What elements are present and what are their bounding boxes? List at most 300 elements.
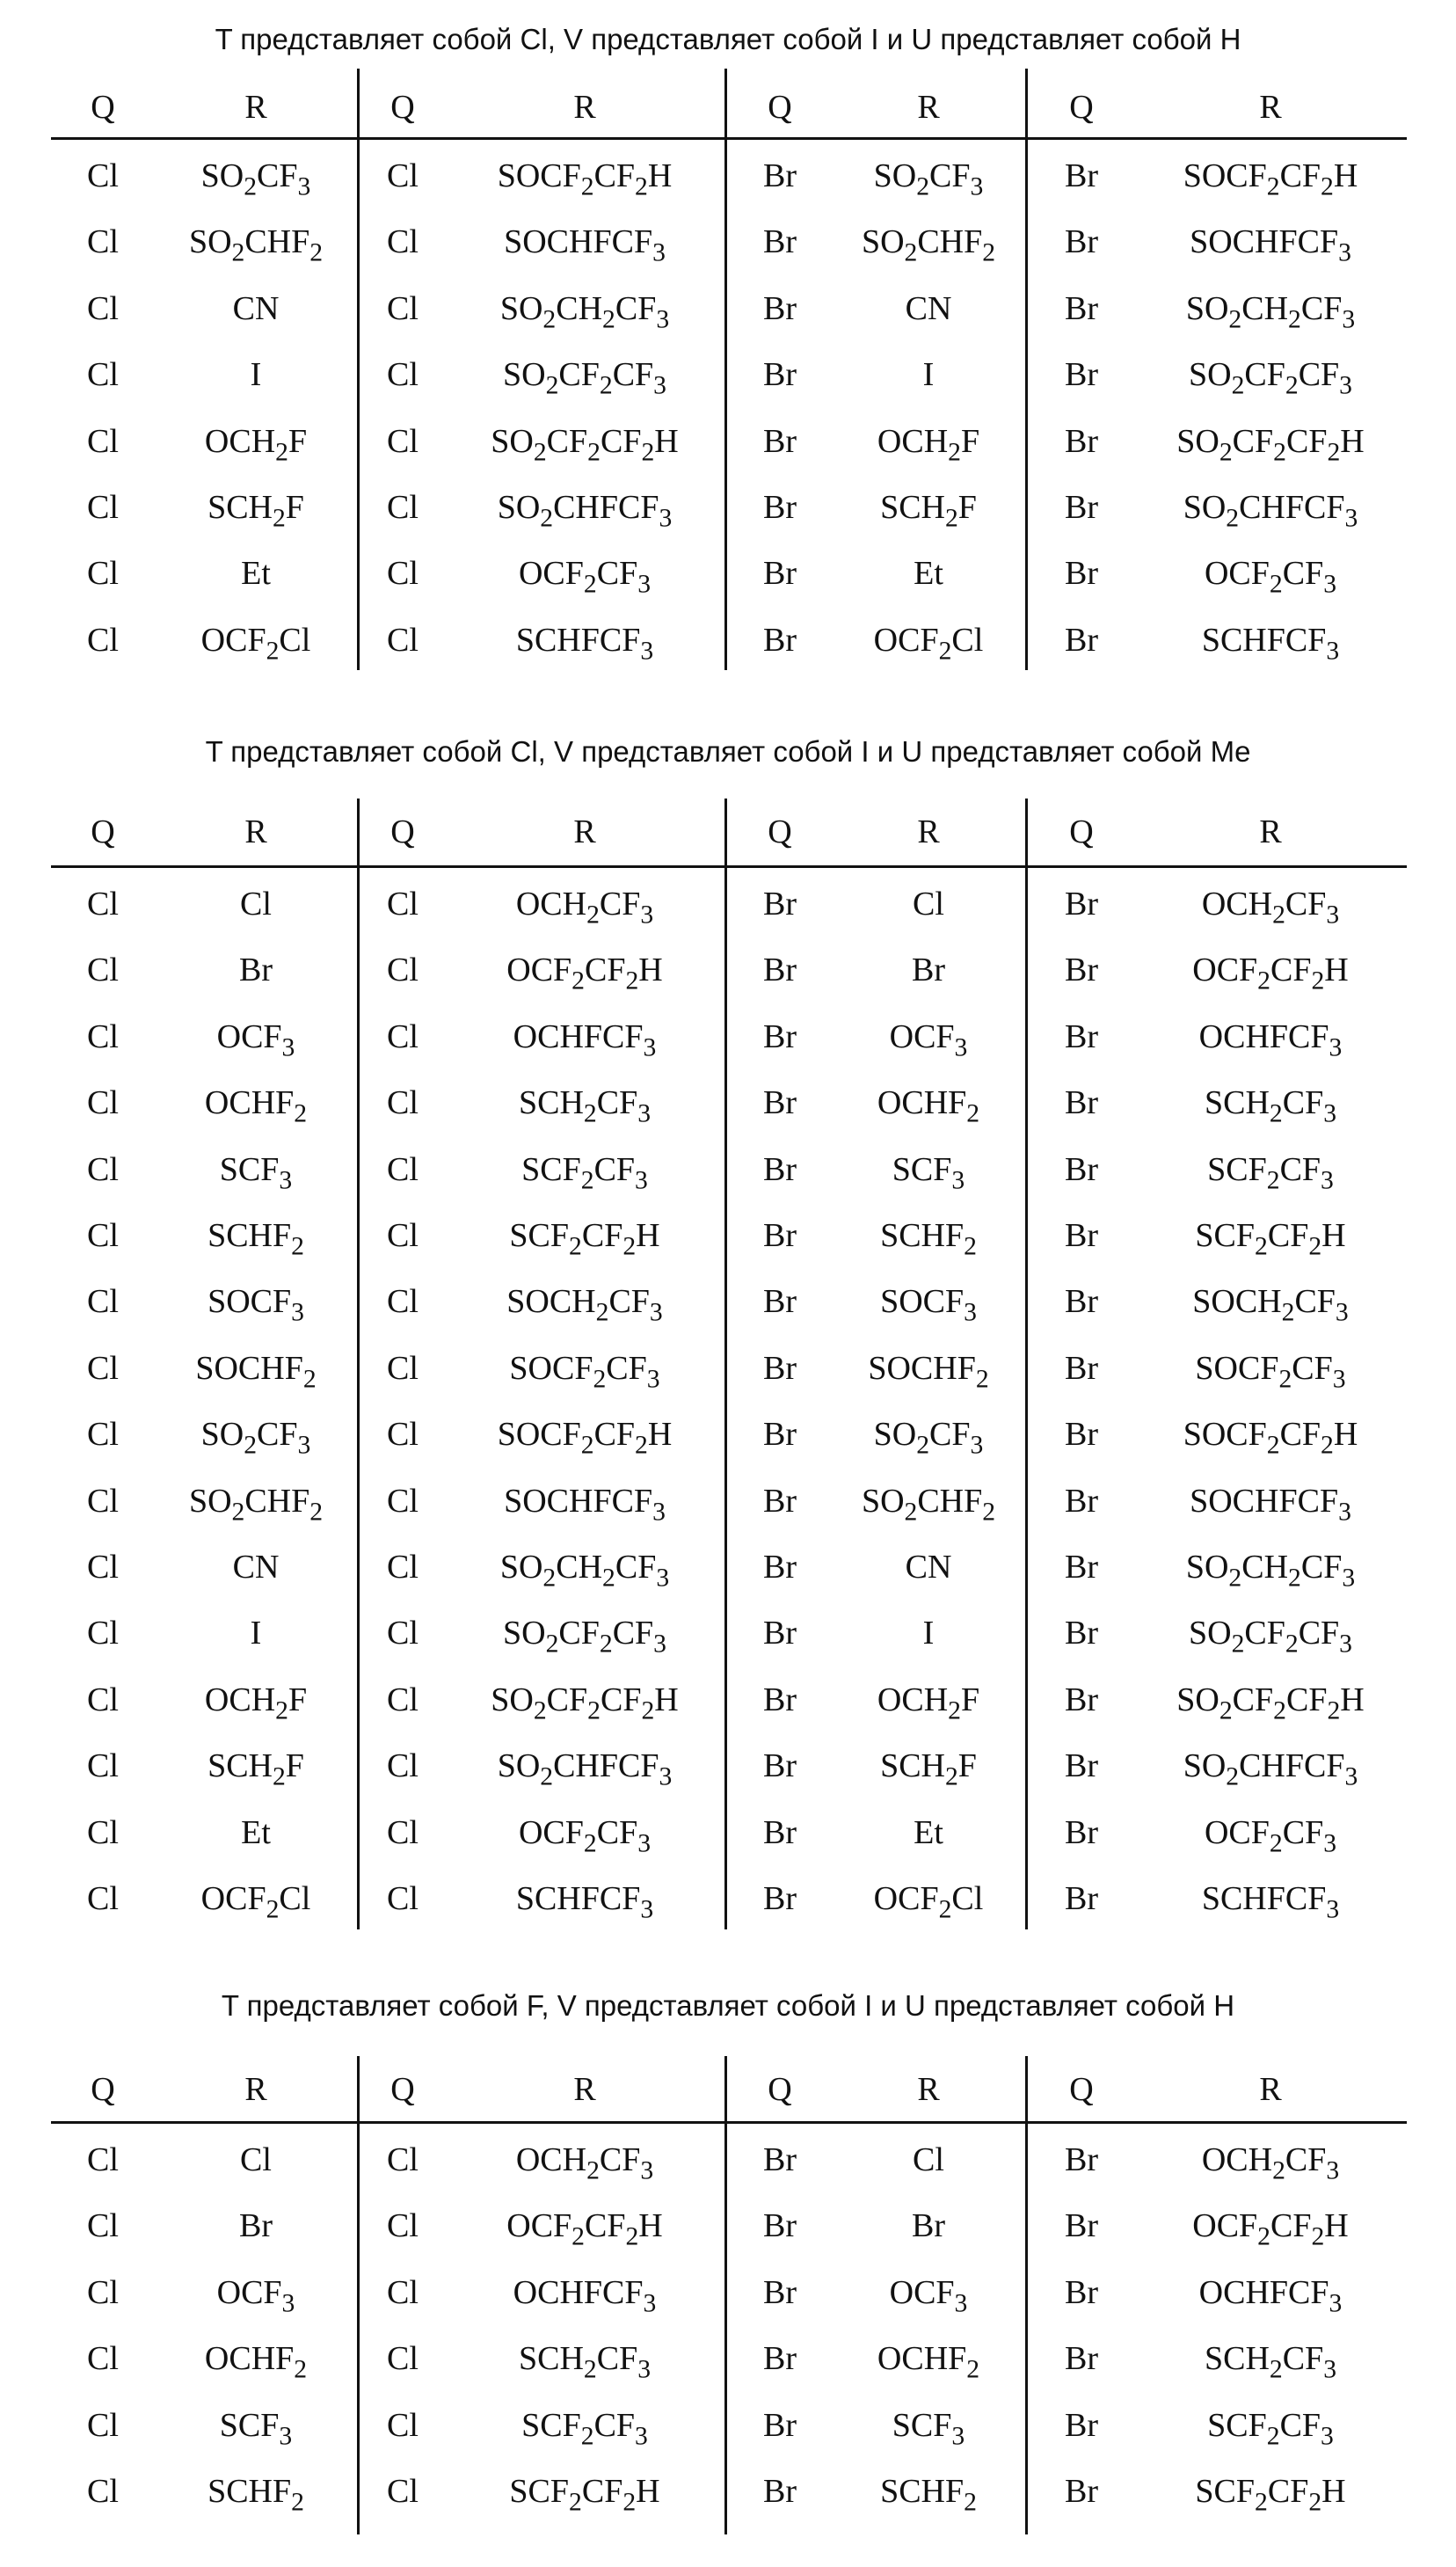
r-cell: SCH2F	[832, 474, 1025, 541]
header-cell-q: Q	[728, 2056, 832, 2123]
r-cell: Cl	[832, 871, 1025, 937]
q-cell: Cl	[51, 1865, 155, 1932]
r-cell: SO2CF2CF2H	[1134, 408, 1407, 475]
header-cell-r: R	[445, 2056, 724, 2123]
q-cell: Cl	[51, 408, 155, 475]
q-cell: Br	[728, 1202, 832, 1269]
q-cell: Cl	[360, 1865, 445, 1932]
q-cell: Br	[728, 341, 832, 408]
table-row	[51, 1003, 1407, 1070]
compound-table	[51, 69, 1407, 670]
q-cell: Br	[1029, 1666, 1134, 1733]
q-cell: Br	[1029, 1202, 1134, 1269]
r-cell: SOCHF2	[155, 1335, 357, 1402]
q-cell: Cl	[360, 2392, 445, 2459]
table-header	[51, 2056, 1407, 2123]
q-cell: Br	[1029, 208, 1134, 275]
header-cell-r: R	[155, 799, 357, 865]
q-cell: Cl	[360, 2325, 445, 2392]
r-cell: Et	[155, 540, 357, 607]
q-cell: Br	[728, 937, 832, 1003]
q-cell: Cl	[51, 1732, 155, 1799]
q-cell: Cl	[51, 208, 155, 275]
q-cell: Cl	[51, 2126, 155, 2193]
q-cell: Br	[1029, 474, 1134, 541]
r-cell: SOCF2CF3	[1134, 1335, 1407, 1402]
r-cell: Cl	[832, 2126, 1025, 2193]
q-cell: Br	[1029, 1534, 1134, 1601]
q-cell: Cl	[51, 937, 155, 1003]
r-cell: SOCH2CF3	[445, 1268, 724, 1335]
table-row	[51, 540, 1407, 607]
header-cell-r: R	[832, 799, 1025, 865]
r-cell: OCH2F	[155, 408, 357, 475]
r-cell: SCHFCF3	[445, 607, 724, 674]
q-cell: Cl	[51, 142, 155, 209]
q-cell: Cl	[360, 208, 445, 275]
r-cell: SCF2CF3	[1134, 2392, 1407, 2459]
r-cell: OCF3	[155, 2259, 357, 2326]
q-cell: Br	[1029, 937, 1134, 1003]
r-cell: SO2CF2CF2H	[445, 1666, 724, 1733]
header-cell-r: R	[832, 2056, 1025, 2123]
header-cell-r: R	[155, 2056, 357, 2123]
q-cell: Cl	[51, 1268, 155, 1335]
r-cell: I	[832, 1600, 1025, 1666]
r-cell: SO2CHF2	[155, 208, 357, 275]
compound-table	[51, 2056, 1407, 2534]
q-cell: Br	[728, 408, 832, 475]
q-cell: Cl	[51, 1799, 155, 1866]
q-cell: Br	[1029, 1268, 1134, 1335]
q-cell: Br	[1029, 1401, 1134, 1468]
r-cell: OCH2CF3	[445, 2126, 724, 2193]
r-cell: SCF3	[155, 2392, 357, 2459]
r-cell: SOCF2CF2H	[445, 1401, 724, 1468]
r-cell: CN	[832, 1534, 1025, 1601]
r-cell: SCF2CF2H	[1134, 1202, 1407, 1269]
q-cell: Cl	[51, 1136, 155, 1203]
q-cell: Cl	[51, 1069, 155, 1136]
q-cell: Br	[1029, 1732, 1134, 1799]
q-cell: Cl	[360, 2192, 445, 2259]
q-cell: Cl	[360, 341, 445, 408]
r-cell: SCH2CF3	[445, 1069, 724, 1136]
r-cell: SOCF2CF2H	[1134, 142, 1407, 209]
r-cell: OCH2CF3	[1134, 2126, 1407, 2193]
q-cell: Br	[728, 1666, 832, 1733]
q-cell: Br	[728, 1003, 832, 1070]
header-cell-q: Q	[51, 2056, 155, 2123]
table-row	[51, 1136, 1407, 1203]
q-cell: Br	[1029, 2392, 1134, 2459]
q-cell: Br	[728, 1865, 832, 1932]
r-cell: Et	[832, 1799, 1025, 1866]
table-row	[51, 2192, 1407, 2259]
r-cell: Br	[832, 937, 1025, 1003]
q-cell: Cl	[51, 540, 155, 607]
table-row	[51, 1799, 1407, 1866]
r-cell: SCH2CF3	[1134, 2325, 1407, 2392]
table-caption: T представляет собой Cl, V представляет собой I и U представляет собой H	[0, 23, 1456, 56]
q-cell: Cl	[51, 1335, 155, 1402]
header-cell-r: R	[445, 799, 724, 865]
r-cell: OCH2F	[155, 1666, 357, 1733]
r-cell: SCF3	[832, 1136, 1025, 1203]
q-cell: Br	[728, 2325, 832, 2392]
r-cell: OCH2CF3	[445, 871, 724, 937]
r-cell: SCHF2	[155, 1202, 357, 1269]
r-cell: SO2CHFCF3	[445, 474, 724, 541]
q-cell: Br	[728, 1136, 832, 1203]
r-cell: SO2CF2CF3	[445, 1600, 724, 1666]
q-cell: Cl	[360, 1799, 445, 1866]
r-cell: OCH2F	[832, 1666, 1025, 1733]
q-cell: Cl	[51, 275, 155, 342]
r-cell: SO2CF3	[155, 1401, 357, 1468]
q-cell: Cl	[51, 1202, 155, 1269]
header-rule	[51, 137, 1407, 140]
q-cell: Br	[1029, 871, 1134, 937]
q-cell: Cl	[51, 474, 155, 541]
q-cell: Cl	[51, 341, 155, 408]
q-cell: Br	[728, 1600, 832, 1666]
r-cell: SCF2CF3	[1134, 1136, 1407, 1203]
table-row	[51, 2126, 1407, 2193]
q-cell: Br	[728, 474, 832, 541]
table-row	[51, 408, 1407, 475]
r-cell: SOCF3	[832, 1268, 1025, 1335]
q-cell: Br	[728, 2458, 832, 2525]
q-cell: Cl	[51, 2259, 155, 2326]
r-cell: SCHF2	[832, 1202, 1025, 1269]
table-row	[51, 607, 1407, 674]
r-cell: OCF2CF2H	[1134, 2192, 1407, 2259]
q-cell: Br	[1029, 1799, 1134, 1866]
r-cell: SCF3	[832, 2392, 1025, 2459]
r-cell: SO2CH2CF3	[445, 275, 724, 342]
q-cell: Br	[728, 607, 832, 674]
q-cell: Cl	[360, 142, 445, 209]
q-cell: Cl	[360, 408, 445, 475]
r-cell: SCF2CF3	[445, 1136, 724, 1203]
q-cell: Br	[1029, 1600, 1134, 1666]
q-cell: Br	[728, 1335, 832, 1402]
header-cell-q: Q	[360, 799, 445, 865]
r-cell: SO2CHFCF3	[445, 1732, 724, 1799]
table-row	[51, 1600, 1407, 1666]
table-row	[51, 1732, 1407, 1799]
q-cell: Br	[728, 1268, 832, 1335]
table-row	[51, 1401, 1407, 1468]
r-cell: SOCHF2	[832, 1335, 1025, 1402]
r-cell: Cl	[155, 2126, 357, 2193]
q-cell: Br	[1029, 540, 1134, 607]
q-cell: Br	[1029, 2325, 1134, 2392]
q-cell: Br	[728, 540, 832, 607]
q-cell: Cl	[360, 1136, 445, 1203]
q-cell: Cl	[360, 275, 445, 342]
r-cell: Br	[832, 2192, 1025, 2259]
r-cell: SOCF2CF2H	[1134, 1401, 1407, 1468]
r-cell: OCF2CF3	[445, 540, 724, 607]
q-cell: Cl	[360, 607, 445, 674]
header-cell-r: R	[832, 74, 1025, 141]
q-cell: Cl	[51, 1534, 155, 1601]
r-cell: CN	[155, 275, 357, 342]
q-cell: Br	[728, 1732, 832, 1799]
document-page	[0, 0, 1456, 2567]
table-row	[51, 1069, 1407, 1136]
table-row	[51, 275, 1407, 342]
r-cell: OCF2CF3	[1134, 540, 1407, 607]
r-cell: OCF2CF2H	[1134, 937, 1407, 1003]
table-row	[51, 937, 1407, 1003]
q-cell: Br	[1029, 275, 1134, 342]
r-cell: OCF2CF2H	[445, 937, 724, 1003]
r-cell: SO2CHF2	[832, 1468, 1025, 1535]
q-cell: Br	[728, 1799, 832, 1866]
r-cell: SCF2CF2H	[1134, 2458, 1407, 2525]
table-row	[51, 1202, 1407, 1269]
r-cell: SO2CF2CF3	[1134, 1600, 1407, 1666]
q-cell: Cl	[360, 2259, 445, 2326]
table-row	[51, 1865, 1407, 1932]
q-cell: Br	[1029, 2259, 1134, 2326]
q-cell: Br	[728, 871, 832, 937]
header-cell-q: Q	[1029, 2056, 1134, 2123]
q-cell: Cl	[360, 871, 445, 937]
header-cell-q: Q	[1029, 74, 1134, 141]
q-cell: Cl	[360, 540, 445, 607]
q-cell: Br	[728, 2259, 832, 2326]
header-cell-r: R	[1134, 2056, 1407, 2123]
r-cell: SO2CF3	[832, 1401, 1025, 1468]
r-cell: OCHF2	[155, 1069, 357, 1136]
r-cell: OCF2CF3	[1134, 1799, 1407, 1866]
r-cell: SO2CH2CF3	[1134, 275, 1407, 342]
r-cell: SCH2F	[832, 1732, 1025, 1799]
r-cell: Br	[155, 937, 357, 1003]
r-cell: OCHF2	[155, 2325, 357, 2392]
q-cell: Cl	[360, 1666, 445, 1733]
table-row	[51, 2259, 1407, 2326]
q-cell: Br	[1029, 2192, 1134, 2259]
table-row	[51, 2392, 1407, 2459]
q-cell: Br	[728, 275, 832, 342]
q-cell: Cl	[51, 871, 155, 937]
q-cell: Cl	[360, 2458, 445, 2525]
r-cell: SCF3	[155, 1136, 357, 1203]
q-cell: Cl	[360, 1401, 445, 1468]
q-cell: Br	[1029, 142, 1134, 209]
q-cell: Br	[1029, 1069, 1134, 1136]
q-cell: Br	[1029, 1335, 1134, 1402]
r-cell: SCH2CF3	[1134, 1069, 1407, 1136]
q-cell: Br	[1029, 1003, 1134, 1070]
compound-table	[51, 799, 1407, 1929]
r-cell: OCF3	[832, 2259, 1025, 2326]
table-row	[51, 142, 1407, 209]
header-cell-q: Q	[1029, 799, 1134, 865]
r-cell: SOCHFCF3	[1134, 208, 1407, 275]
q-cell: Cl	[51, 1666, 155, 1733]
r-cell: SCHFCF3	[1134, 1865, 1407, 1932]
r-cell: SCHF2	[155, 2458, 357, 2525]
q-cell: Br	[728, 1468, 832, 1535]
q-cell: Cl	[360, 1468, 445, 1535]
table-caption: T представляет собой F, V представляет собой I и U представляет собой H	[0, 1989, 1456, 2023]
q-cell: Br	[1029, 607, 1134, 674]
r-cell: SO2CHF2	[832, 208, 1025, 275]
q-cell: Cl	[360, 1732, 445, 1799]
q-cell: Cl	[51, 607, 155, 674]
q-cell: Cl	[360, 1335, 445, 1402]
r-cell: Br	[155, 2192, 357, 2259]
q-cell: Br	[728, 208, 832, 275]
r-cell: SCH2F	[155, 474, 357, 541]
table-row	[51, 1268, 1407, 1335]
r-cell: I	[155, 1600, 357, 1666]
r-cell: CN	[832, 275, 1025, 342]
q-cell: Br	[1029, 2126, 1134, 2193]
q-cell: Br	[728, 2126, 832, 2193]
header-cell-r: R	[155, 74, 357, 141]
q-cell: Cl	[360, 1202, 445, 1269]
q-cell: Br	[728, 142, 832, 209]
r-cell: SOCF2CF3	[445, 1335, 724, 1402]
r-cell: I	[832, 341, 1025, 408]
r-cell: OCH2CF3	[1134, 871, 1407, 937]
r-cell: SO2CHFCF3	[1134, 474, 1407, 541]
table-row	[51, 474, 1407, 541]
r-cell: SO2CF3	[832, 142, 1025, 209]
header-cell-q: Q	[728, 74, 832, 141]
q-cell: Br	[728, 1534, 832, 1601]
r-cell: OCHFCF3	[1134, 2259, 1407, 2326]
r-cell: SCH2CF3	[445, 2325, 724, 2392]
r-cell: OCF2Cl	[832, 607, 1025, 674]
q-cell: Cl	[360, 1534, 445, 1601]
q-cell: Br	[1029, 1865, 1134, 1932]
r-cell: OCF2Cl	[155, 1865, 357, 1932]
q-cell: Cl	[360, 1069, 445, 1136]
q-cell: Cl	[51, 2192, 155, 2259]
q-cell: Cl	[51, 1600, 155, 1666]
q-cell: Cl	[360, 1268, 445, 1335]
header-cell-r: R	[1134, 799, 1407, 865]
q-cell: Cl	[360, 2126, 445, 2193]
q-cell: Br	[1029, 408, 1134, 475]
r-cell: Et	[832, 540, 1025, 607]
header-cell-q: Q	[360, 74, 445, 141]
header-rule	[51, 2121, 1407, 2124]
q-cell: Cl	[360, 1600, 445, 1666]
r-cell: OCH2F	[832, 408, 1025, 475]
r-cell: SOCHFCF3	[445, 1468, 724, 1535]
q-cell: Cl	[51, 2392, 155, 2459]
q-cell: Cl	[360, 474, 445, 541]
r-cell: OCF2Cl	[832, 1865, 1025, 1932]
r-cell: SO2CH2CF3	[1134, 1534, 1407, 1601]
r-cell: SOCF3	[155, 1268, 357, 1335]
q-cell: Cl	[360, 937, 445, 1003]
q-cell: Br	[1029, 2458, 1134, 2525]
table-caption: T представляет собой Cl, V представляет собой I и U представляет собой Me	[0, 735, 1456, 769]
table-row	[51, 208, 1407, 275]
header-cell-q: Q	[51, 799, 155, 865]
r-cell: SCHFCF3	[1134, 607, 1407, 674]
r-cell: SCF2CF3	[445, 2392, 724, 2459]
table-row	[51, 341, 1407, 408]
r-cell: SOCH2CF3	[1134, 1268, 1407, 1335]
q-cell: Br	[1029, 341, 1134, 408]
header-cell-q: Q	[360, 2056, 445, 2123]
r-cell: SO2CF2CF3	[1134, 341, 1407, 408]
header-cell-r: R	[1134, 74, 1407, 141]
q-cell: Br	[728, 1069, 832, 1136]
r-cell: SCHF2	[832, 2458, 1025, 2525]
r-cell: SOCF2CF2H	[445, 142, 724, 209]
r-cell: SO2CH2CF3	[445, 1534, 724, 1601]
r-cell: SCH2F	[155, 1732, 357, 1799]
r-cell: OCF2CF3	[445, 1799, 724, 1866]
table-row	[51, 2325, 1407, 2392]
table-row	[51, 1468, 1407, 1535]
q-cell: Cl	[51, 1468, 155, 1535]
q-cell: Br	[1029, 1468, 1134, 1535]
r-cell: OCHFCF3	[1134, 1003, 1407, 1070]
r-cell: CN	[155, 1534, 357, 1601]
q-cell: Cl	[51, 1401, 155, 1468]
r-cell: SO2CHFCF3	[1134, 1732, 1407, 1799]
r-cell: OCHFCF3	[445, 1003, 724, 1070]
table-row	[51, 871, 1407, 937]
r-cell: SO2CF2CF3	[445, 341, 724, 408]
q-cell: Br	[1029, 1136, 1134, 1203]
r-cell: SCHFCF3	[445, 1865, 724, 1932]
r-cell: Et	[155, 1799, 357, 1866]
r-cell: SO2CHF2	[155, 1468, 357, 1535]
r-cell: OCF2Cl	[155, 607, 357, 674]
header-cell-q: Q	[51, 74, 155, 141]
r-cell: OCF3	[155, 1003, 357, 1070]
r-cell: SOCHFCF3	[1134, 1468, 1407, 1535]
table-row	[51, 1534, 1407, 1601]
r-cell: I	[155, 341, 357, 408]
q-cell: Cl	[51, 2325, 155, 2392]
r-cell: SO2CF2CF2H	[1134, 1666, 1407, 1733]
r-cell: SO2CF2CF2H	[445, 408, 724, 475]
header-rule	[51, 865, 1407, 868]
header-cell-q: Q	[728, 799, 832, 865]
q-cell: Cl	[51, 2458, 155, 2525]
r-cell: OCF3	[832, 1003, 1025, 1070]
header-cell-r: R	[445, 74, 724, 141]
r-cell: OCHF2	[832, 1069, 1025, 1136]
r-cell: SCF2CF2H	[445, 1202, 724, 1269]
table-header	[51, 74, 1407, 141]
r-cell: SCF2CF2H	[445, 2458, 724, 2525]
r-cell: OCF2CF2H	[445, 2192, 724, 2259]
r-cell: SO2CF3	[155, 142, 357, 209]
q-cell: Br	[728, 2392, 832, 2459]
r-cell: SOCHFCF3	[445, 208, 724, 275]
table-header	[51, 799, 1407, 865]
q-cell: Br	[728, 2192, 832, 2259]
q-cell: Br	[728, 1401, 832, 1468]
r-cell: OCHF2	[832, 2325, 1025, 2392]
